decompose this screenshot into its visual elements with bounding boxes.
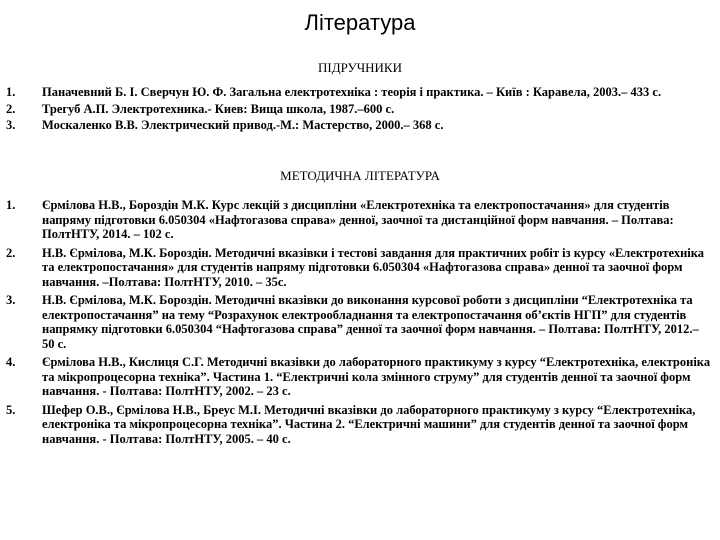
item-number: 5.: [6, 402, 16, 417]
list-item: [6, 246, 712, 290]
list-item: [6, 118, 712, 133]
item-number: 3.: [6, 293, 16, 307]
item-text: Н.В. Єрмілова, М.К. Бороздін. Методичні вказівки до виконання курсової роботи з дисципліни “Електротехніка та електропостачання” на тему “Розрахунок електрообладнання та електропостачання об’єктів НГП” для студентів напрямку підготовки 6.050304 “Нафтогазова справа” денної та заочної форм навчання. – Полтава: ПолтНТУ, 2012.– 50 с.: [42, 293, 699, 351]
textbooks-heading: ПІДРУЧНИКИ: [318, 60, 402, 75]
list-item: [6, 198, 712, 242]
item-text: Н.В. Єрмілова, М.К. Бороздін. Методичні вказівки і тестові завдання для практичних робіт із курсу «Електротехніка та електропостачання» для студентів напряму підготовки 6.050304 «Нафтогазова справа» денної та заочної форм навчання. –Полтава: ПолтНТУ, 2010. – 35с.: [42, 245, 705, 289]
methodical-heading: МЕТОДИЧНА ЛІТЕРАТУРА: [280, 168, 440, 183]
item-text: Москаленко В.В. Электрический привод.-М.: Мастерство, 2000.– 368 с.: [42, 118, 444, 132]
item-number: 2.: [6, 245, 16, 260]
item-number: 1.: [6, 198, 16, 212]
item-number: 1.: [6, 85, 16, 99]
list-item: [6, 403, 712, 447]
item-text: Єрмілова Н.В., Бороздін М.К. Курс лекцій з дисципліни «Електротехніка та електропостачання» для студентів напряму підготовки 6.050304 «Нафтогазова справа» денної, заочної та дистанційної форм навчання. – Полтава: ПолтНТУ, 2014. – 102 с.: [42, 198, 674, 241]
textbooks-list: [6, 85, 712, 135]
item-text: Єрмілова Н.В., Кислиця С.Г. Методичні вказівки до лабораторного практикуму з курсу “Електротехніка, електроніка та мікропроцесорна техніка”. Частина 1. “Електричні кола змінного струму” для студентів денної та заочної форм навчання. - Полтава: ПолтНТУ, 2002. – 23 с.: [42, 355, 711, 398]
list-item: [6, 102, 712, 117]
page-title: Література: [304, 10, 416, 35]
item-text: Трегуб А.П. Электротехника.- Киев: Вища школа, 1987.–600 с.: [42, 101, 395, 116]
list-item: [6, 293, 712, 351]
item-text: Шефер О.В., Єрмілова Н.В., Бреус М.І. Методичні вказівки до лабораторного практикуму з курсу “Електротехніка, електроніка та мікропроцесорна техніка”. Частина 2. “Електричні машини” для студентів денної та заочної форм навчання. - Полтава: ПолтНТУ, 2005. – 40 с.: [42, 402, 696, 446]
item-number: 3.: [6, 118, 16, 132]
methodical-list: [6, 198, 712, 450]
item-text: Паначевний Б. І. Сверчун Ю. Ф. Загальна електротехніка : теорія і практика. – Київ : Каравела, 2003.– 433 с.: [42, 85, 662, 99]
item-number: 4.: [6, 355, 16, 369]
list-item: [6, 355, 712, 399]
list-item: [6, 85, 712, 100]
item-number: 2.: [6, 101, 16, 116]
